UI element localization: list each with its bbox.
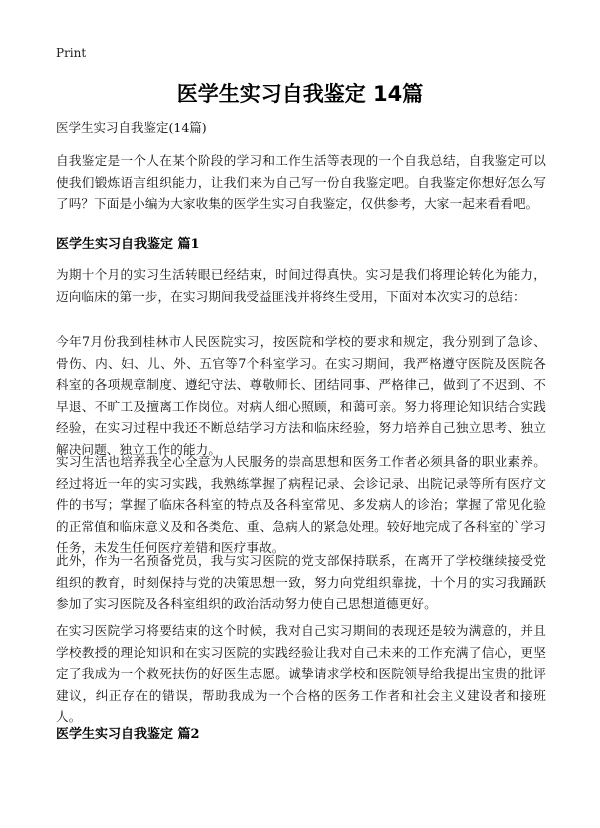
document-subtitle: 医学生实习自我鉴定(14篇) — [56, 120, 207, 135]
document-title: 医学生实习自我鉴定 14篇 — [176, 82, 424, 106]
section1-paragraph-1: 为期十个月的实习生活转眼已经结束，时间过得真快。实习是我们将理论转化为能力，迈向临床的第一步，在实习期间我受益匪浅并将终生受用，下面对本次实习的总结： — [56, 267, 546, 304]
section1-paragraph-4: 此外，作为一名预备党员，我与实习医院的党支部保持联系，在离开了学校继续接受党组织的教育，时刻保持与党的决策思想一致，努力向党组织靠拢，十个月的实习我踊跃参加了实习医院及各科室组织的政治活动努力使自己思想道德更好。 — [56, 553, 546, 611]
section1-paragraph-5: 在实习医院学习将要结束的这个时候，我对自己实习期间的表现还是较为满意的，并且学校教授的理论知识和在实习医院的实践经验让我对自己未来的工作充满了信心，更坚定了我成为一个救死扶伤的好医生志愿。诚挚请求学校和医院领导给我提出宝贵的批评建议，纠正存在的错误，帮助我成为一个合格的医务工作者和社会主义建设者和接班人。 — [56, 623, 546, 724]
section2-heading: 医学生实习自我鉴定 篇2 — [56, 727, 200, 742]
section1-paragraph-3: 实习生活也培养我全心全意为人民服务的崇高思想和医务工作者必须具备的职业素养。经过将近一年的实习实践，我熟练掌握了病程记录、会诊记录、出院记录等所有医疗文件的书写；掌握了临床各科室的特点及各科室常见、多发病人的诊治；掌握了常见化验的正常值和临床意义及和各类危、重、急病人的紧急处理。较好地完成了各科室的`学习任务，未发生任何医疗差错和医疗事故。 — [56, 454, 546, 555]
print-label: Print — [56, 46, 87, 60]
section1-heading: 医学生实习自我鉴定 篇1 — [56, 237, 200, 252]
section1-paragraph-2: 今年7月份我到桂林市人民医院实习，按医院和学校的要求和规定，我分别到了急诊、骨伤、内、妇、儿、外、五官等7个科室学习。在实习期间，我严格遵守医院及医院各科室的各项规章制度、遵纪守法、尊敬师长、团结同事、严格律己，做到了不迟到、不早退、不旷工及擅离工作岗位。对病人细心照顾，和蔼可亲。努力将理论知识结合实践经验，在实习过程中我还不断总结学习方法和临床经验，努力培养自己独立思考、独立解决问题、独立工作的能力。 — [56, 334, 546, 457]
intro-paragraph: 自我鉴定是一个人在某个阶段的学习和工作生活等表现的一个自我总结，自我鉴定可以使我们锻炼语言组织能力，让我们来为自己写一份自我鉴定吧。自我鉴定你想好怎么写了吗？下面是小编为大家收集的医学生实习自我鉴定，仅供参考，大家一起来看看吧。 — [56, 153, 546, 211]
